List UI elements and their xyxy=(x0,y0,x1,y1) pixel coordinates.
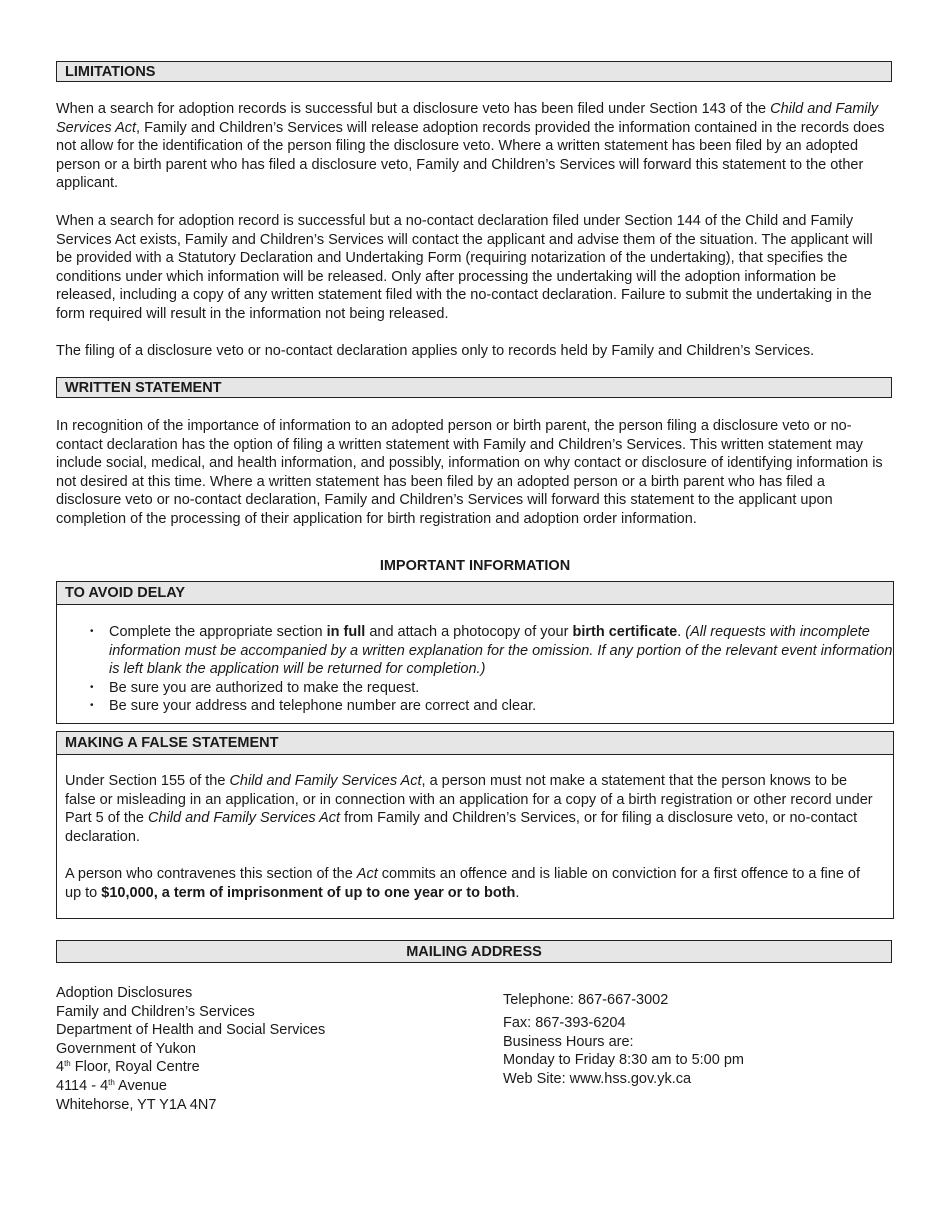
limitations-paragraph-2: When a search for adoption record is successful but a no-contact declaration filed under Section 144 of the Child and Family Services Act exists, Family and Children’s Services will contact the applicant and advise them of the situation. The applicant will be provided with a Statutory Declaration and Undertaking Form (requiring notarization of the undertaking), that specifies the conditions under which information will be released. Only after processing the undertaking will the adoption information be released, including a copy of any written statement filed with the no-contact declaration. Failure to submit the undertaking in the form required will result in the information not being released. xyxy=(56,213,873,322)
mailing-address-block xyxy=(56,984,325,1114)
limitations-heading: LIMITATIONS xyxy=(56,61,892,82)
address-line-1: Adoption Disclosures xyxy=(56,985,193,1001)
false-statement-paragraph-1: Under Section 155 of the Child and Family Services Act, a person must not make a statement that the person knows to be false or misleading in an application, or in connection with an application for a copy of a birth registration or other record under Part 5 of the Child and Family Services Act from Family and Children’s Services, or for filing a disclosure veto, or no-contact declaration. xyxy=(65,773,873,845)
limitations-paragraph-1: When a search for adoption records is successful but a disclosure veto has been filed under Section 143 of the Child and Family Services Act, Family and Children’s Services will release adoption records provided the information contained in the records does not allow for the identification of the person filing the disclosure veto. Where a written statement has been filed by an adopted person or a birth parent who has filed a disclosure veto, Family and Children’s Services will forward this statement to the other applicant. xyxy=(56,101,885,192)
business-hours-label: Business Hours are: xyxy=(503,1033,634,1050)
false-statement-heading: MAKING A FALSE STATEMENT xyxy=(57,732,893,755)
contact-fax: Fax: 867-393-6204 xyxy=(503,1015,626,1031)
written-statement-paragraph: In recognition of the importance of information to an adopted person or birth parent, the person filing a disclosure veto or no-contact declaration has the option of filing a written statement with Family and Children’s Services. This written statement may include social, medical, and health information, and possibly, information on why contact or disclosure of identifying information is not desired at this time. Where a written statement has been filed by an adopted person or a birth parent who has filed a disclosure veto or no-contact declaration, Family and Children’s Services will forward this statement to the applicant upon completion of the processing of their application for birth registration and adoption order information. xyxy=(56,418,883,527)
written-statement-heading: WRITTEN STATEMENT xyxy=(56,377,892,398)
business-hours: Monday to Friday 8:30 am to 5:00 pm xyxy=(503,1052,744,1069)
bullet-icon: • xyxy=(90,626,94,637)
address-line-7: Whitehorse, YT Y1A 4N7 xyxy=(56,1096,217,1113)
bullet-icon: • xyxy=(90,681,94,693)
important-information-heading: IMPORTANT INFORMATION xyxy=(379,558,571,574)
address-line-3: Department of Health and Social Services xyxy=(56,1022,326,1039)
address-line-2: Family and Children’s Services xyxy=(56,1003,255,1020)
avoid-delay-item-3: • Be sure your address and telephone number are correct and clear. xyxy=(90,698,537,715)
address-line-4: Government of Yukon xyxy=(56,1040,196,1057)
bullet-icon: • xyxy=(90,700,94,712)
avoid-delay-list xyxy=(57,623,893,716)
false-statement-box xyxy=(56,731,894,919)
address-line-5: 4th Floor, Royal Centre xyxy=(56,1059,200,1076)
avoid-delay-item-1: • Complete the appropriate section in full and attach a photocopy of your birth certificate. (All requests with incomplete information must be accompanied by a written explanation for the omission. If any portion of the relevant event information is left blank the application will be returned for completion.) xyxy=(90,624,893,678)
contact-telephone: Telephone: 867-667-3002 xyxy=(503,992,669,1008)
avoid-delay-item-2: • Be sure you are authorized to make the request. xyxy=(90,679,420,696)
limitations-paragraph-3: The filing of a disclosure veto or no-contact declaration applies only to records held by Family and Children’s Services. xyxy=(56,343,815,359)
avoid-delay-box xyxy=(56,581,894,724)
website: Web Site: www.hss.gov.yk.ca xyxy=(503,1070,692,1087)
mailing-address-heading: MAILING ADDRESS xyxy=(56,940,892,963)
false-statement-paragraph-2: A person who contravenes this section of the Act commits an offence and is liable on conviction for a first offence to a fine of up to $10,000, a term of imprisonment of up to one year or to both. xyxy=(65,866,861,901)
address-line-6: 4114 - 4th Avenue xyxy=(56,1077,167,1094)
contact-block xyxy=(503,1014,744,1088)
avoid-delay-heading: TO AVOID DELAY xyxy=(57,582,893,605)
